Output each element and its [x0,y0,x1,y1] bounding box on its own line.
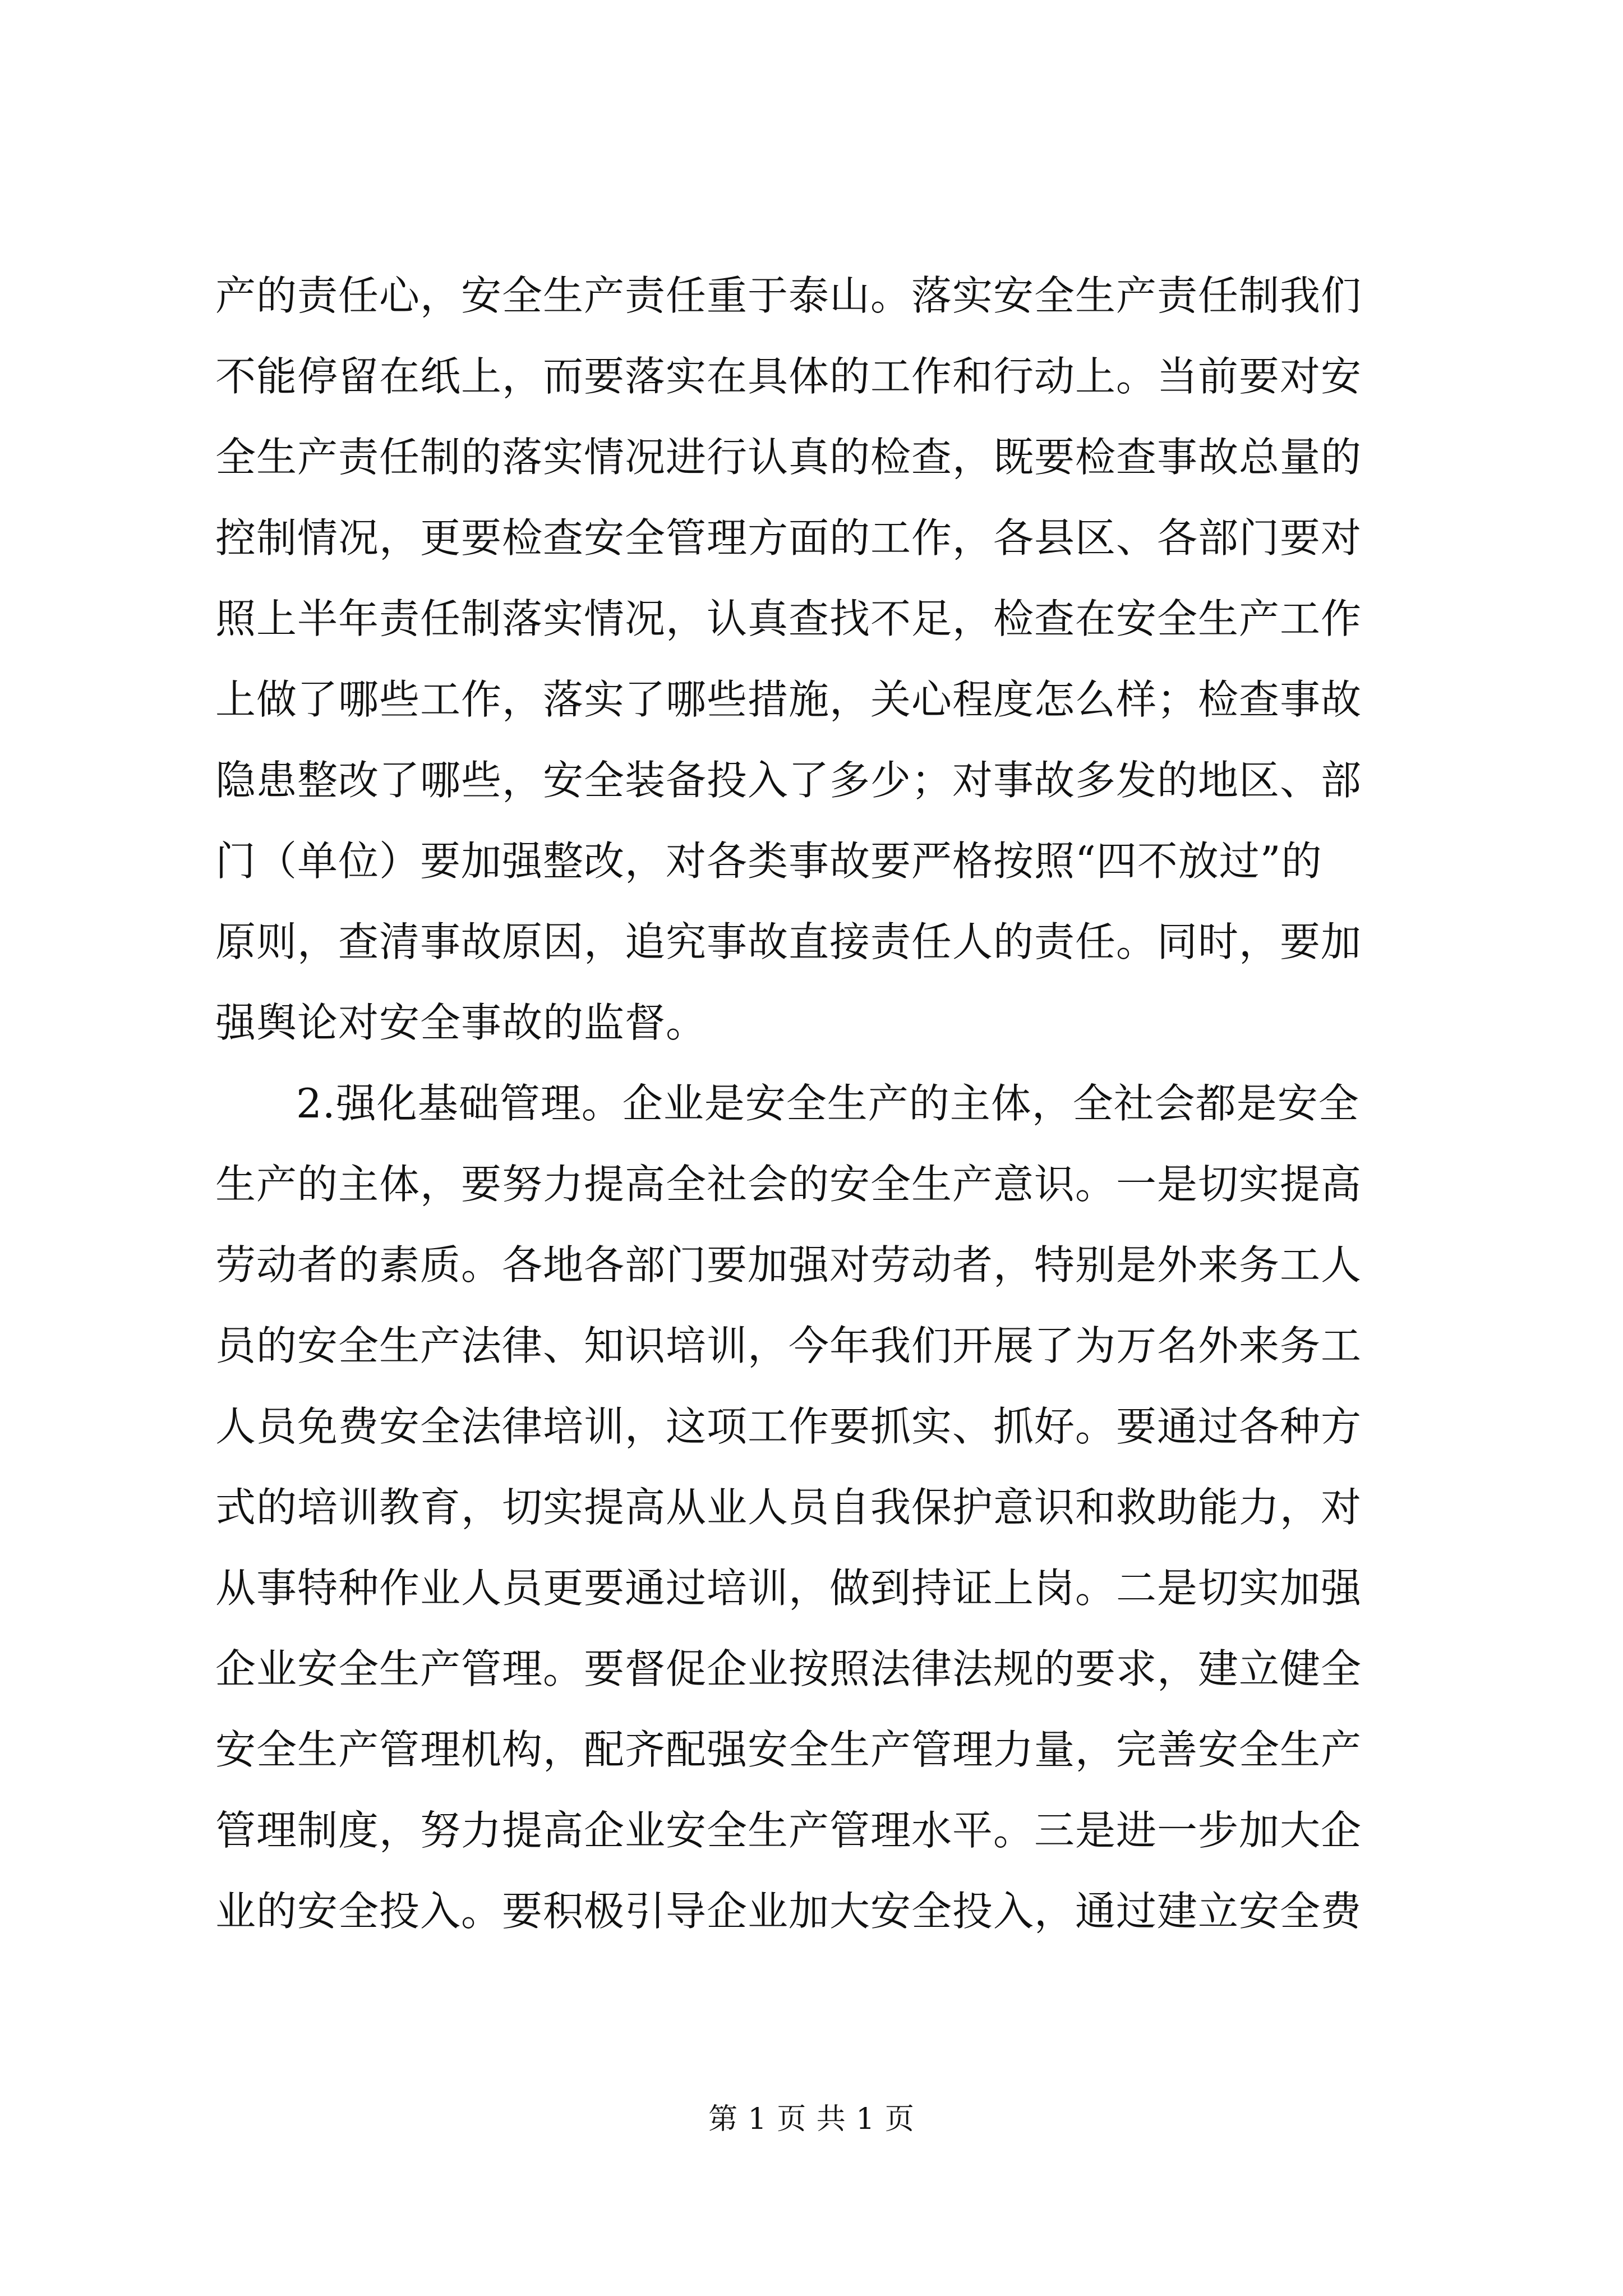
page-number-label: 第 1 页 共 1 页 [708,2102,915,2136]
text-line: 人员免费安全法律培训，这项工作要抓实、抓好。要通过各种方 [215,1403,1362,1450]
text-line: 管理制度，努力提高企业安全生产管理水平。三是进一步加大企 [215,1807,1362,1854]
text-line: 企业安全生产管理。要督促企业按照法律法规的要求，建立健全 [215,1645,1362,1692]
text-line: 业的安全投入。要积极引导企业加大安全投入，通过建立安全费 [215,1888,1362,1935]
text-line: 劳动者的素质。各地各部门要加强对劳动者，特别是外来务工人 [215,1241,1362,1289]
text-line: 上做了哪些工作，落实了哪些措施，关心程度怎么样；检查事故 [215,676,1362,723]
text-line: 从事特种作业人员更要通过培训，做到持证上岗。二是切实加强 [215,1565,1362,1612]
text-line: 产的责任心，安全生产责任重于泰山。落实安全生产责任制我们 [215,272,1362,319]
text-line: 全生产责任制的落实情况进行认真的检查，既要检查事故总量的 [215,434,1362,481]
text-line: 门（单位）要加强整改，对各类事故要严格按照“四不放过”的 [215,838,1322,885]
page-footer [0,2097,1623,2142]
text-line: 不能停留在纸上，而要落实在具体的工作和行动上。当前要对安 [215,353,1362,400]
text-line: 强舆论对安全事故的监督。 [215,999,707,1046]
text-line: 原则，查清事故原因，追究事故直接责任人的责任。同时，要加 [215,918,1362,965]
text-line: 安全生产管理机构，配齐配强安全生产管理力量，完善安全生产 [215,1726,1362,1773]
text-line: 控制情况，更要检查安全管理方面的工作，各县区、各部门要对 [215,514,1362,562]
paragraph-start-line: 2.强化基础管理。企业是安全生产的主体，全社会都是安全 [296,1080,1359,1127]
text-line: 隐患整改了哪些，安全装备投入了多少；对事故多发的地区、部 [215,757,1362,804]
text-line: 照上半年责任制落实情况，认真查找不足，检查在安全生产工作 [215,595,1362,642]
body-text [215,255,1421,1952]
text-line: 员的安全生产法律、知识培训，今年我们开展了为万名外来务工 [215,1322,1362,1369]
text-line: 式的培训教育，切实提高从业人员自我保护意识和救助能力，对 [215,1484,1362,1531]
text-line: 生产的主体，要努力提高全社会的安全生产意识。一是切实提高 [215,1161,1362,1208]
